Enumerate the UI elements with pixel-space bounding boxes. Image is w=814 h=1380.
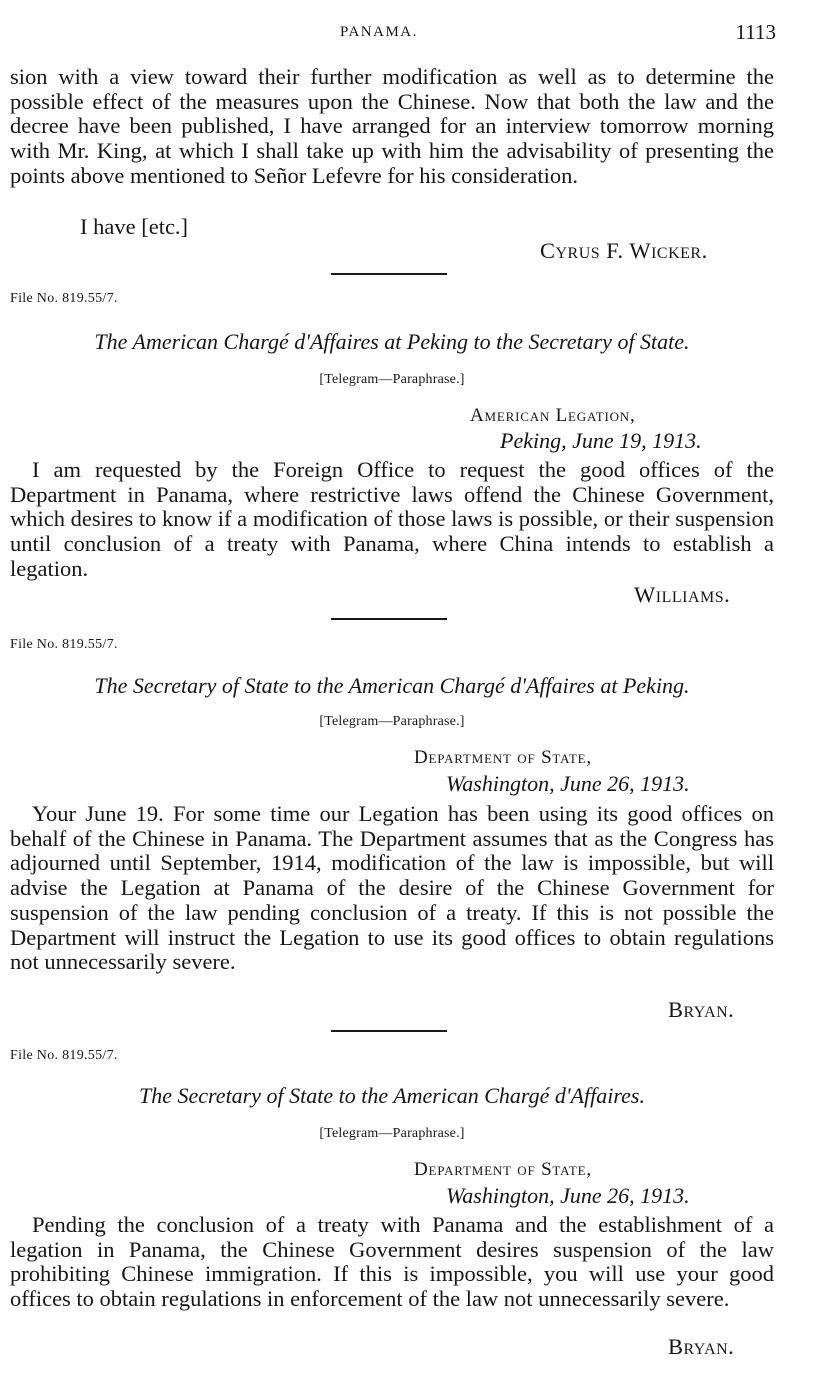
- page-number: 1113: [735, 20, 776, 44]
- document-title: The Secretary of State to the American Chargé d'Affaires.: [139, 1083, 645, 1108]
- telegram-label: [Telegram—Paraphrase.]: [319, 714, 465, 729]
- document-body: I am requested by the Foreign Office to request the good offices of the Department in Panama, where restrictive laws offend the Chinese Government, which desires to know if a modification of those laws is possible, or their suspension until conclusion of a treaty with Panama, where China intends to establish a legation.: [10, 457, 774, 581]
- document-signature: Williams.: [634, 582, 731, 607]
- telegram-label: [Telegram—Paraphrase.]: [319, 372, 465, 387]
- section-divider: [331, 273, 447, 275]
- intro-closing: I have [etc.]: [80, 214, 189, 239]
- origin-line: Department of State,: [414, 1159, 592, 1180]
- intro-paragraph: sion with a view toward their further modification as well as to determine the possible effect of the measures upon the Chinese. Now that both the law and the decree have been published, I have arranged for an interview tomorrow morning with Mr. King, at which I shall take up with him the advisability of presenting the points above mentioned to Señor Lefevre for his consideration.: [10, 64, 774, 188]
- origin-line: Department of State,: [414, 747, 592, 768]
- document-signature: Bryan.: [668, 997, 735, 1022]
- section-divider: [331, 618, 447, 620]
- running-head: PANAMA.: [340, 24, 418, 40]
- origin-line: American Legation,: [470, 405, 636, 426]
- telegram-label: [Telegram—Paraphrase.]: [319, 1126, 465, 1141]
- file-number: File No. 819.55/7.: [10, 637, 118, 652]
- section-divider: [331, 1030, 447, 1032]
- place-date-line: Washington, June 26, 1913.: [446, 1183, 690, 1208]
- document-body: Pending the conclusion of a treaty with Panama and the establishment of a legation in Panama, the Chinese Government desires suspension of the law prohibiting Chinese immigration. If this is impossible, you will use your good offices to obtain regulations in enforcement of the law not unnecessarily severe.: [10, 1212, 774, 1312]
- file-number: File No. 819.55/7.: [10, 291, 118, 306]
- page-header: [10, 20, 774, 50]
- document-title: The American Chargé d'Affaires at Peking to the Secretary of State.: [94, 329, 690, 354]
- place-date-line: Washington, June 26, 1913.: [446, 771, 690, 796]
- document-body: Your June 19. For some time our Legation has been using its good offices on behalf of the Chinese in Panama. The Department assumes that as the Congress has adjourned until September, 1914, modification of the law is impossible, but will advise the Legation at Panama of the desire of the Chinese Government for suspension of the law pending conclusion of a treaty. If this is not possible the Department will instruct the Legation to use its good offices to obtain regulations not unnecessarily severe.: [10, 801, 774, 975]
- intro-signature: Cyrus F. Wicker.: [540, 238, 708, 263]
- document-signature: Bryan.: [668, 1334, 735, 1359]
- file-number: File No. 819.55/7.: [10, 1048, 118, 1063]
- document-title: The Secretary of State to the American Chargé d'Affaires at Peking.: [94, 673, 690, 698]
- place-date-line: Peking, June 19, 1913.: [500, 428, 702, 453]
